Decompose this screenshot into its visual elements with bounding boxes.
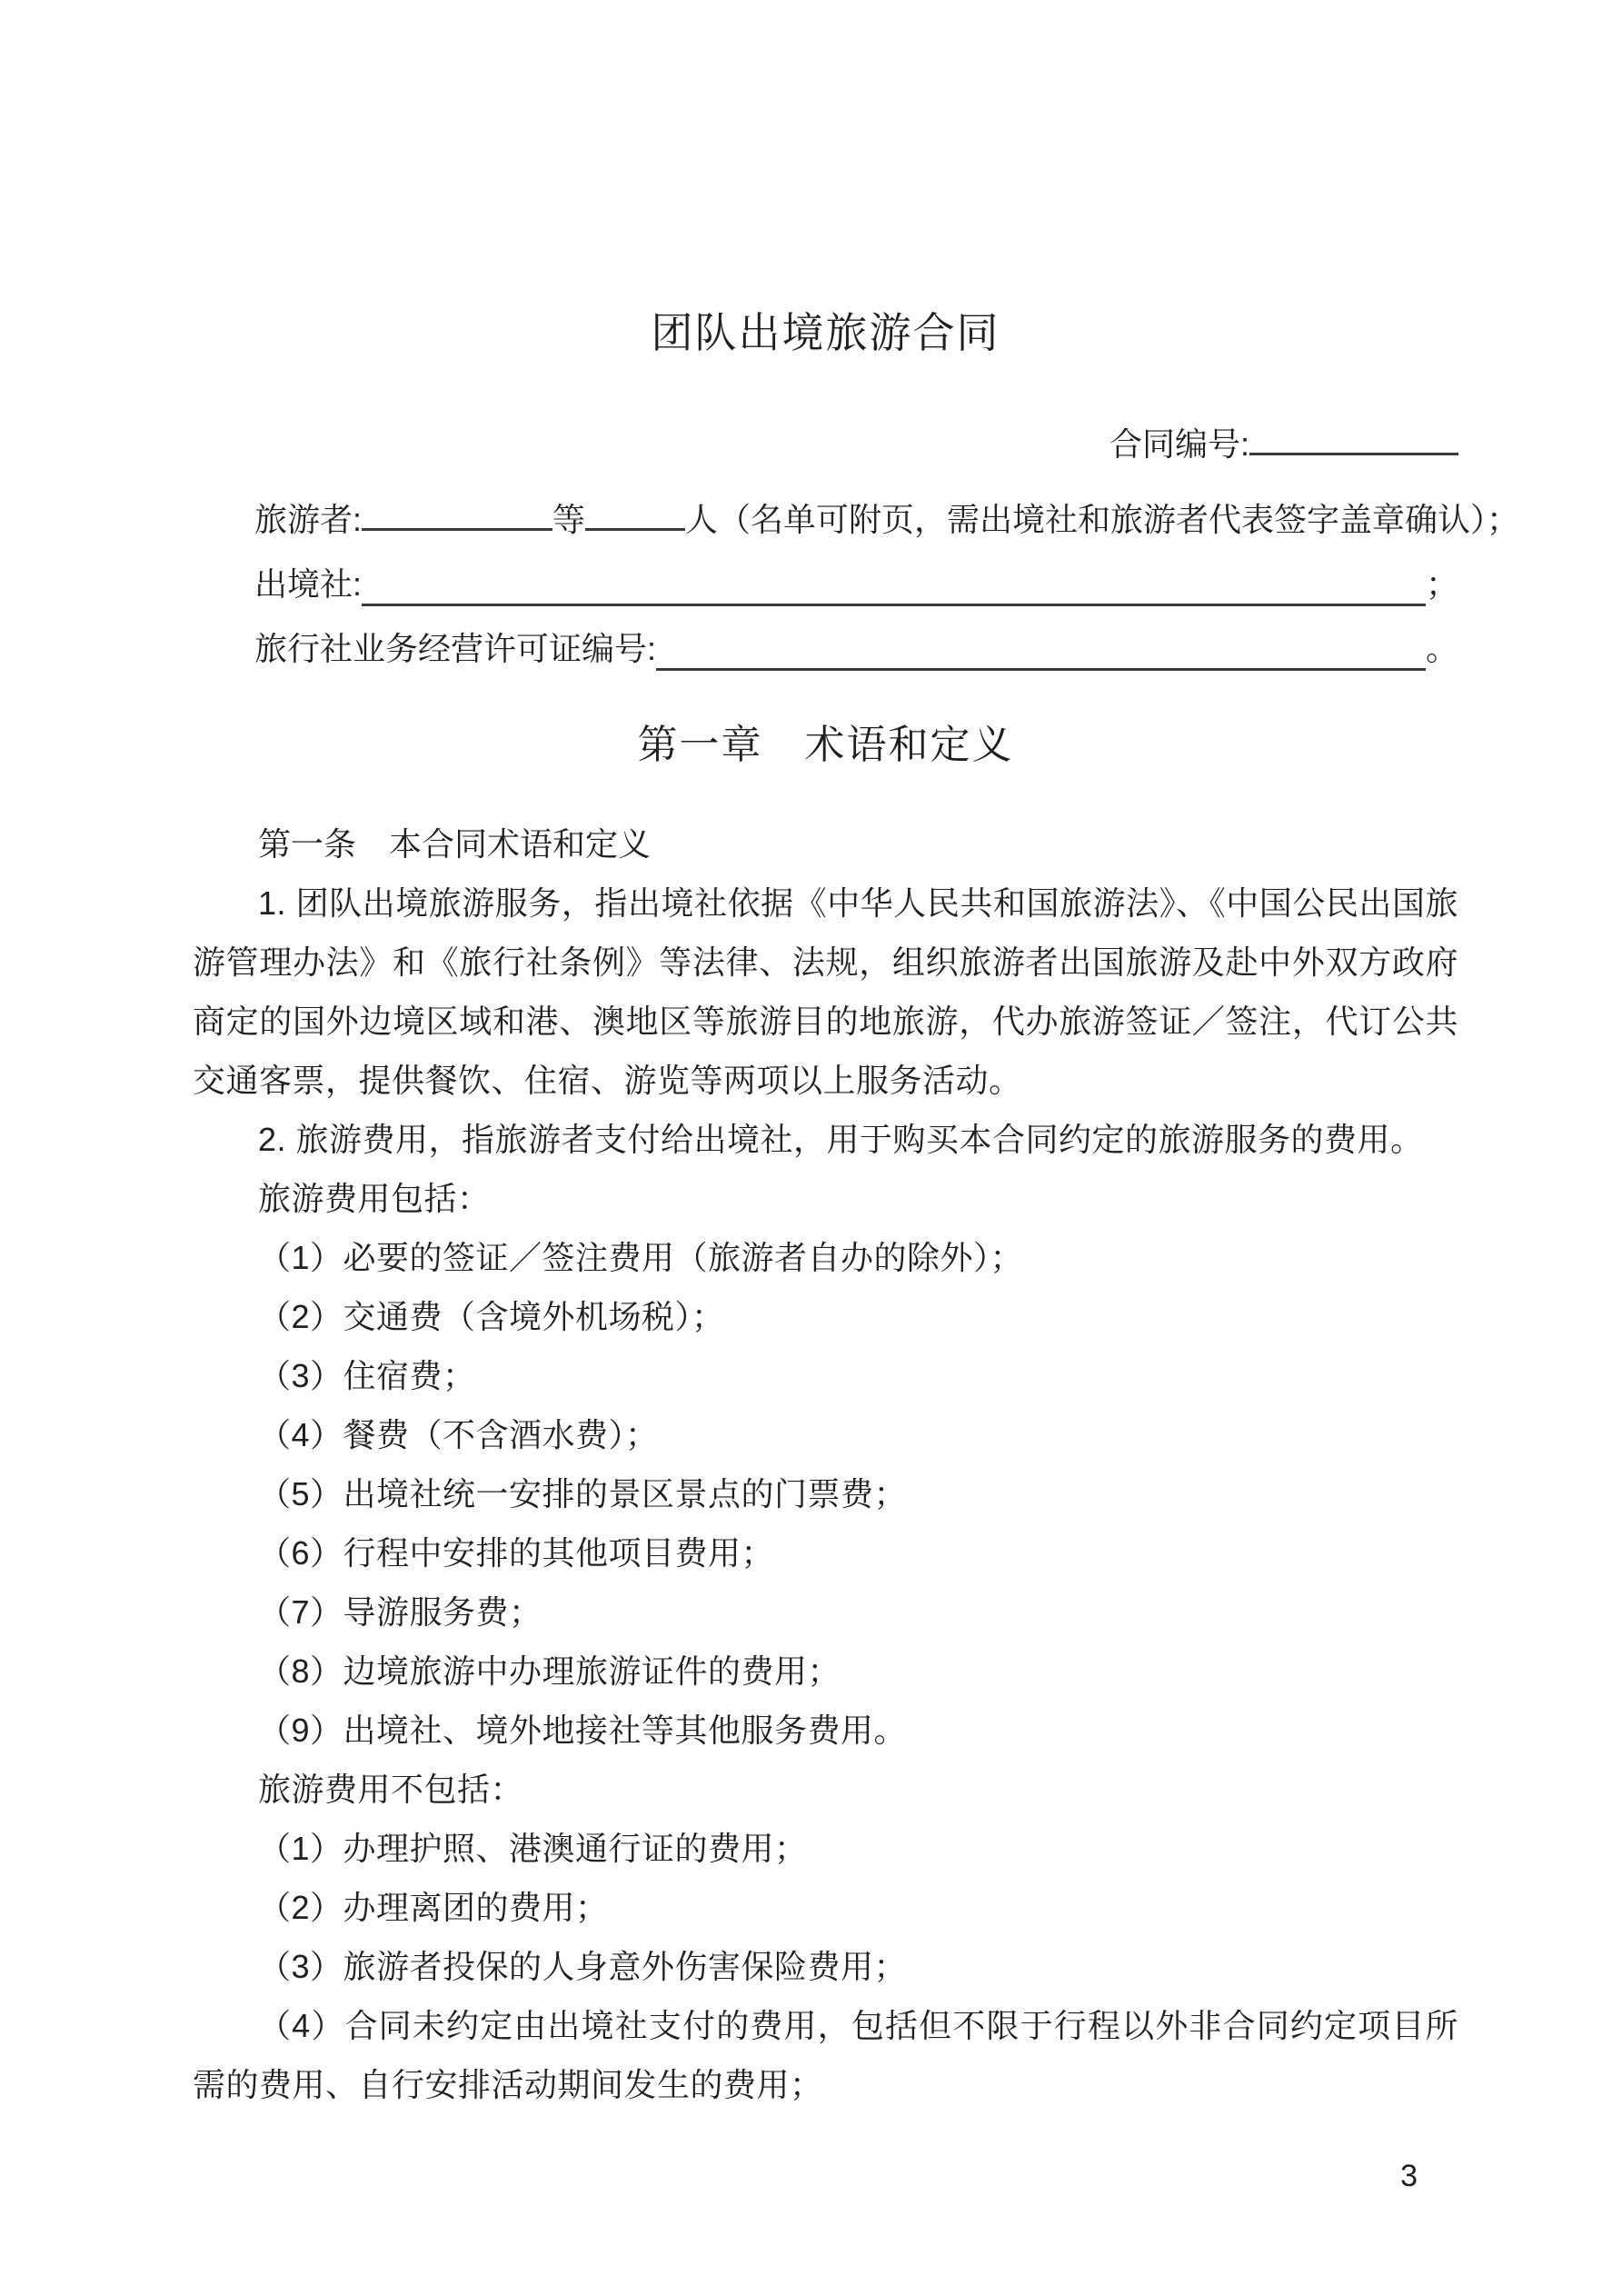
article-1-body <box>193 873 1458 2114</box>
chapter-1-heading: 第一章 术语和定义 <box>637 722 1014 767</box>
traveler-count-blank <box>585 494 685 531</box>
agency-line <box>254 563 1458 606</box>
page-number: 3 <box>1400 2159 1418 2193</box>
fee-include-item: （5）出境社统一安排的景区景点的门票费； <box>258 1474 908 1512</box>
traveler-mid-label: 等 <box>552 500 586 538</box>
fees-include-label: 旅游费用包括： <box>258 1179 491 1217</box>
agency-name-blank <box>362 564 1426 606</box>
paragraph-service-definition: 1. 团队出境旅游服务，指出境社依据《中华人民共和国旅游法》、《中国公民出国旅游管理办法》和《旅行社条例》等法律、法规，组织旅游者出国旅游及赴中外双方政府商定的国外边境区域和港、澳地区等旅游目的地旅游，代办旅游签证／签注，代订公共交通客票，提供餐饮、住宿、游览等两项以上服务活动。 <box>193 883 1458 1099</box>
traveler-line <box>254 494 1520 542</box>
traveler-suffix: 人（名单可附页，需出境社和旅游者代表签字盖章确认）； <box>685 500 1520 538</box>
fee-include-item: （9）出境社、境外地接社等其他服务费用。 <box>258 1711 908 1749</box>
fee-include-item: （4）餐费（不含酒水费）； <box>258 1415 659 1453</box>
license-suffix: 。 <box>1425 629 1458 667</box>
contract-number-line <box>193 418 1458 468</box>
fee-exclude-item: （1）办理护照、港澳通行证的费用； <box>258 1829 808 1867</box>
contract-number-label: 合同编号: <box>1109 424 1249 463</box>
license-label: 旅行社业务经营许可证编号: <box>254 629 657 667</box>
traveler-label: 旅游者: <box>254 500 363 538</box>
license-line <box>254 627 1458 671</box>
agency-label: 出境社: <box>254 564 363 603</box>
fee-exclude-item: （2）办理离团的费用； <box>258 1888 609 1926</box>
parties-block <box>193 494 1520 671</box>
fee-include-item: （2）交通费（含境外机场税）； <box>258 1297 725 1335</box>
fee-include-item: （1）必要的签证／签注费用（旅游者自办的除外）； <box>258 1238 1024 1276</box>
agency-suffix: ； <box>1425 564 1458 603</box>
fee-include-item: （7）导游服务费； <box>258 1592 542 1631</box>
fee-include-item: （8）边境旅游中办理旅游证件的费用； <box>258 1652 841 1690</box>
document-title: 团队出境旅游合同 <box>651 309 1000 356</box>
paragraph-fee-definition: 2. 旅游费用，指旅游者支付给出境社，用于购买本合同约定的旅游服务的费用。 <box>258 1120 1424 1158</box>
fee-include-item: （3）住宿费； <box>258 1356 476 1394</box>
fee-include-item: （6）行程中安排的其他项目费用； <box>258 1533 775 1572</box>
fees-exclude-label: 旅游费用不包括： <box>258 1770 524 1808</box>
contract-number-blank <box>1249 418 1458 455</box>
fee-exclude-item: （4）合同未约定由出境社支付的费用，包括但不限于行程以外非合同约定项目所需的费用、自行安排活动期间发生的费用； <box>193 2006 1458 2103</box>
fee-exclude-item: （3）旅游者投保的人身意外伤害保险费用； <box>258 1947 908 1985</box>
license-number-blank <box>656 628 1426 671</box>
article-1-heading: 第一条 本合同术语和定义 <box>258 824 652 863</box>
traveler-name-blank <box>362 494 552 531</box>
